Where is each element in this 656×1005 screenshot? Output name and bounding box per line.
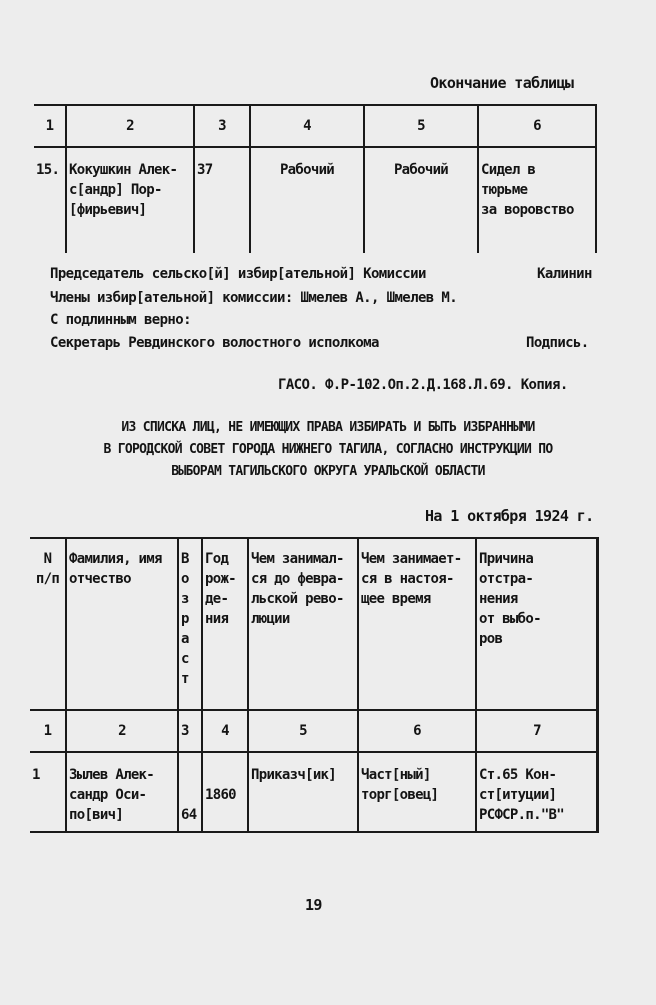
col-header: 4: [250, 105, 364, 147]
page-number: 19: [305, 896, 322, 914]
section-title-line: ИЗ СПИСКА ЛИЦ, НЕ ИМЕЮЩИХ ПРАВА ИЗБИРАТЬ И БЫТЬ ИЗБРАННЫМИ: [121, 420, 535, 435]
col-number: 1: [30, 710, 66, 752]
table-right-edge: [595, 104, 597, 250]
col-header: 6: [478, 105, 596, 147]
table-caption: Окончание таблицы: [430, 74, 574, 92]
table-header-row: [30, 538, 598, 710]
col-number: 3: [178, 710, 202, 752]
col-header: 1: [34, 105, 66, 147]
occupation-now: Рабочий: [364, 147, 478, 253]
archive-reference: ГАСО. Ф.Р-102.Оп.2.Д.168.Л.69. Копия.: [278, 377, 568, 393]
members-line: Члены избир[ательной] комиссии: Шмелев А., Шмелев М.: [50, 290, 458, 306]
occupation-before: Рабочий: [250, 147, 364, 253]
col-number: 5: [248, 710, 358, 752]
person-name: Зылев Алек- сандр Оси- по[вич]: [66, 752, 178, 832]
header-name: Фамилия, имя отчество: [66, 538, 178, 710]
table-row: [34, 147, 596, 253]
header-occupation-now: Чем занимает- ся в настоя- щее время: [358, 538, 476, 710]
person-age: 64: [178, 752, 202, 832]
copy-note: С подлинным верно:: [50, 312, 191, 328]
occupation-before: Приказч[ик]: [248, 752, 358, 832]
chairman-line: Председатель сельско[й] избир[ательной] Комиссии: [50, 266, 426, 282]
col-number: 4: [202, 710, 248, 752]
header-occupation-before: Чем занимал- ся до февра- льской рево- люции: [248, 538, 358, 710]
table-header-row: [34, 105, 596, 147]
document-date: На 1 октября 1924 г.: [425, 507, 594, 525]
table-right-edge: [596, 537, 598, 831]
secretary-line: Секретарь Ревдинского волостного исполкома: [50, 335, 379, 351]
section-title-line: ВЫБОРАМ ТАГИЛЬСКОГО ОКРУГА УРАЛЬСКОЙ ОБЛАСТИ: [171, 464, 485, 479]
header-age: В о з р а с т: [178, 538, 202, 710]
section-title-line: В ГОРОДСКОЙ СОВЕТ ГОРОДА НИЖНЕГО ТАГИЛА, СОГЛАСНО ИНСТРУКЦИИ ПО: [103, 442, 553, 457]
col-header: 5: [364, 105, 478, 147]
continuation-table: [34, 104, 597, 253]
chairman-name: Калинин: [537, 266, 592, 282]
secretary-signature: Подпись.: [526, 335, 589, 351]
col-header: 2: [66, 105, 194, 147]
disqualification-reason: Ст.65 Кон- ст[итуции] РСФСР.п."В": [476, 752, 598, 832]
col-header: 3: [194, 105, 250, 147]
table-row: [30, 752, 598, 832]
person-name: Кокушкин Алек- с[андр] Пор- [фирьевич]: [66, 147, 194, 253]
header-number: N п/п: [30, 538, 66, 710]
disenfranchised-list-table: [30, 537, 599, 833]
occupation-now: Част[ный] торг[овец]: [358, 752, 476, 832]
header-birth-year: Год рож- де- ния: [202, 538, 248, 710]
row-number: 1: [30, 752, 66, 832]
row-number: 15.: [34, 147, 66, 253]
column-number-row: [30, 710, 598, 752]
disqualification-reason: Сидел в тюрьме за воровство: [478, 147, 596, 253]
birth-year: 1860: [202, 752, 248, 832]
col-number: 6: [358, 710, 476, 752]
person-age: 37: [194, 147, 250, 253]
col-number: 2: [66, 710, 178, 752]
col-number: 7: [476, 710, 598, 752]
header-reason: Причина отстра- нения от выбо- ров: [476, 538, 598, 710]
